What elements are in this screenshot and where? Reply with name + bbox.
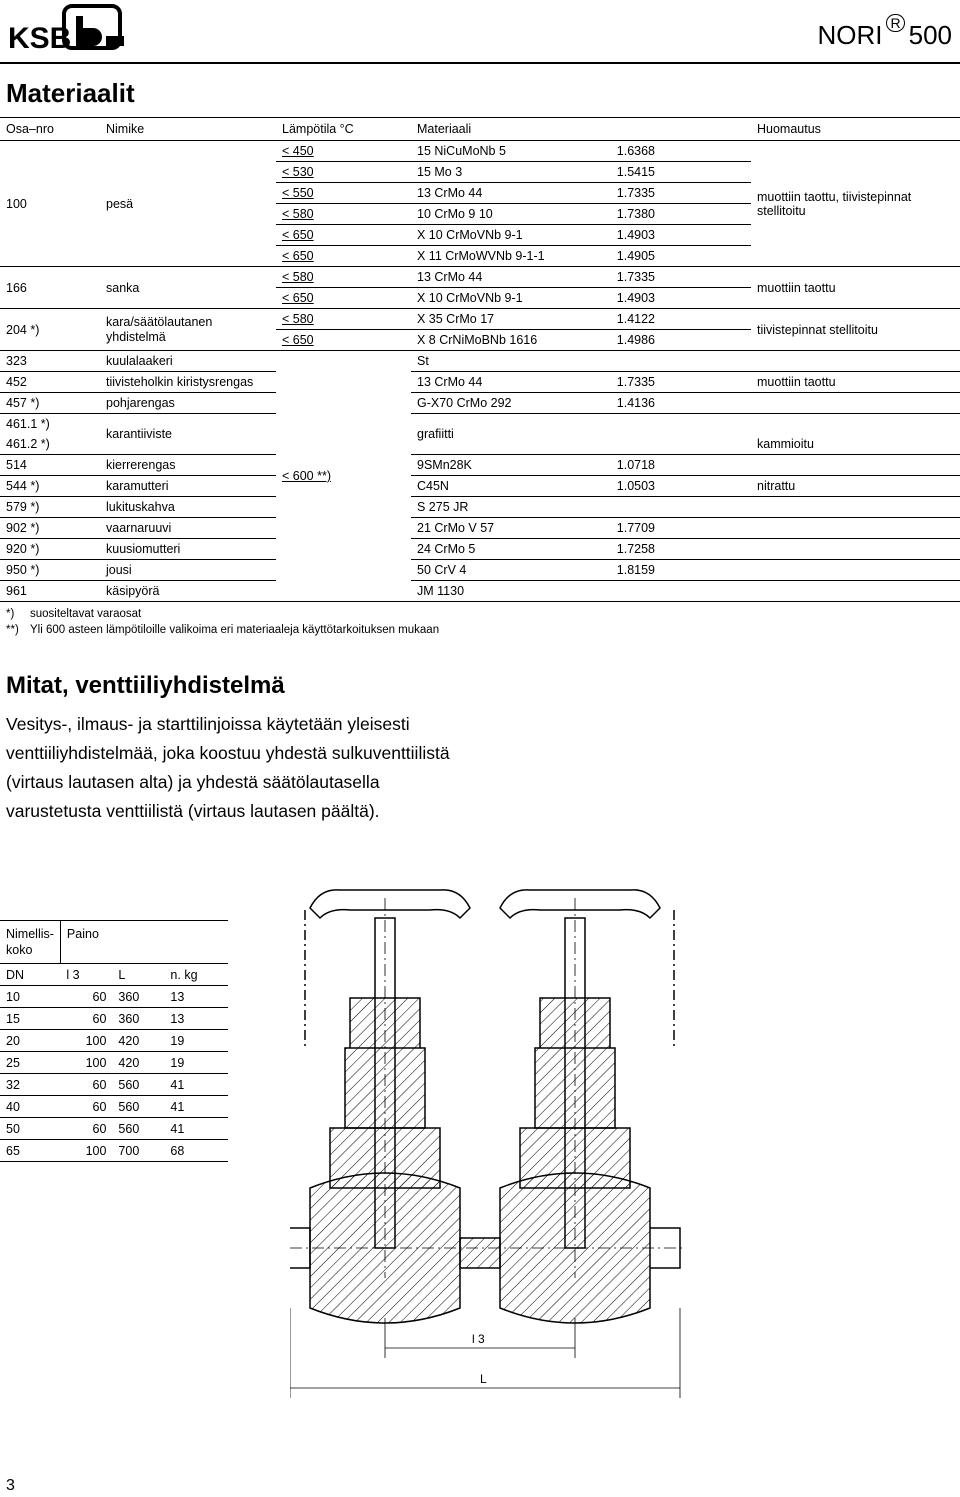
material: 10 CrMo 9 10 1.7380 bbox=[411, 204, 751, 225]
temperature: < 650 bbox=[276, 225, 411, 246]
table-cell: 60 bbox=[60, 986, 112, 1008]
table-row bbox=[0, 518, 960, 539]
table-cell: 41 bbox=[164, 1096, 228, 1118]
material: 9SMn28K 1.0718 bbox=[411, 455, 751, 476]
section-title-materials: Materiaalit bbox=[6, 78, 135, 108]
note bbox=[751, 560, 960, 581]
table-row bbox=[0, 986, 228, 1008]
materials-table bbox=[0, 117, 960, 638]
footnote-row bbox=[0, 622, 960, 638]
material: 50 CrV 4 1.8159 bbox=[411, 560, 751, 581]
material: 13 CrMo 44 1.7335 bbox=[411, 372, 751, 393]
temperature: < 580 bbox=[276, 309, 411, 330]
part-name: pesä bbox=[100, 141, 276, 267]
material: X 35 CrMo 17 1.4122 bbox=[411, 309, 751, 330]
part-name: pohjarengas bbox=[100, 393, 276, 414]
table-cell: 60 bbox=[60, 1118, 112, 1140]
part-number: 950 *) bbox=[0, 560, 100, 581]
part-number: 920 *) bbox=[0, 539, 100, 560]
note bbox=[751, 414, 960, 435]
product-name: NORI bbox=[817, 20, 883, 50]
part-number: 166 bbox=[0, 267, 100, 309]
table-cell: 19 bbox=[164, 1030, 228, 1052]
dim-label-L: L bbox=[480, 1372, 487, 1386]
material: X 11 CrMoWVNb 9-1-1 1.4905 bbox=[411, 246, 751, 267]
material: 15 Mo 3 1.5415 bbox=[411, 162, 751, 183]
table-cell: 41 bbox=[164, 1074, 228, 1096]
valve-assembly-drawing bbox=[290, 878, 960, 1438]
bonnet-right bbox=[535, 998, 615, 1128]
table-cell: 13 bbox=[164, 1008, 228, 1030]
table-row bbox=[0, 351, 960, 372]
note bbox=[751, 581, 960, 602]
table-cell: 360 bbox=[112, 986, 164, 1008]
table-row bbox=[0, 497, 960, 518]
note bbox=[751, 497, 960, 518]
table-row bbox=[0, 1118, 228, 1140]
part-name: kara/säätölautanen yhdistelmä bbox=[100, 309, 276, 351]
part-name: kuulalaakeri bbox=[100, 351, 276, 372]
bonnet-left bbox=[345, 998, 425, 1128]
pipe-connector bbox=[460, 1238, 500, 1268]
table-cell: 420 bbox=[112, 1052, 164, 1074]
note: muottiin taottu bbox=[751, 267, 960, 309]
col-header: Osa–nro bbox=[0, 118, 100, 141]
temperature: < 600 **) bbox=[276, 351, 411, 602]
part-number: 961 bbox=[0, 581, 100, 602]
col-header: n. kg bbox=[164, 964, 228, 986]
table-cell: 60 bbox=[60, 1008, 112, 1030]
table-row bbox=[0, 1008, 228, 1030]
table-row bbox=[0, 539, 960, 560]
part-number: 204 *) bbox=[0, 309, 100, 351]
product-number: 500 bbox=[908, 20, 952, 50]
material: 21 CrMo V 57 1.7709 bbox=[411, 518, 751, 539]
part-number: 457 *) bbox=[0, 393, 100, 414]
temperature: < 580 bbox=[276, 267, 411, 288]
table-cell: 560 bbox=[112, 1118, 164, 1140]
note bbox=[751, 455, 960, 476]
dimensions-table bbox=[0, 920, 228, 1162]
table-cell: 40 bbox=[0, 1096, 60, 1118]
handwheel-left bbox=[310, 890, 470, 918]
part-name: lukituskahva bbox=[100, 497, 276, 518]
table-cell: 60 bbox=[60, 1074, 112, 1096]
registered-mark: R bbox=[886, 14, 904, 32]
part-name: käsipyörä bbox=[100, 581, 276, 602]
table-row bbox=[0, 560, 960, 581]
part-name: karamutteri bbox=[100, 476, 276, 497]
table-cell: 360 bbox=[112, 1008, 164, 1030]
temperature: < 450 bbox=[276, 141, 411, 162]
part-number: 323 bbox=[0, 351, 100, 372]
part-name: vaarnaruuvi bbox=[100, 518, 276, 539]
table-cell: 50 bbox=[0, 1118, 60, 1140]
table-cell: 100 bbox=[60, 1140, 112, 1162]
description-paragraph: Vesitys-, ilmaus- ja starttilinjoissa käytetään yleisesti venttiiliyhdistelmää, joka koostuu yhdestä sulkuventtiilistä (virtaus lautasen alta) ja yhdestä säätölautasella varustetusta venttiilistä (virtaus lautasen päältä). bbox=[6, 714, 450, 821]
note: kammioitu bbox=[751, 434, 960, 455]
temperature: < 530 bbox=[276, 162, 411, 183]
material: X 8 CrNiMoBNb 1616 1.4986 bbox=[411, 330, 751, 351]
logo-text: KSB bbox=[8, 22, 72, 54]
part-number: 461.2 *) bbox=[0, 434, 100, 455]
table-row bbox=[0, 372, 960, 393]
dim-label-l3: l 3 bbox=[472, 1332, 485, 1346]
part-name: kierrerengas bbox=[100, 455, 276, 476]
table-cell: 65 bbox=[0, 1140, 60, 1162]
note bbox=[751, 393, 960, 414]
table-row bbox=[0, 581, 960, 602]
part-name: karantiiviste bbox=[100, 414, 276, 455]
material: S 275 JR bbox=[411, 497, 751, 518]
note bbox=[751, 351, 960, 372]
table-row bbox=[0, 1074, 228, 1096]
table-row bbox=[0, 267, 960, 288]
table-cell: 100 bbox=[60, 1030, 112, 1052]
material: grafiitti bbox=[411, 414, 751, 455]
table-row bbox=[0, 1140, 228, 1162]
col-header: l 3 bbox=[60, 964, 112, 986]
table-cell: 700 bbox=[112, 1140, 164, 1162]
part-number: 461.1 *) bbox=[6, 417, 50, 431]
page-number: 3 bbox=[6, 1477, 15, 1494]
table-cell: 41 bbox=[164, 1118, 228, 1140]
table-row bbox=[0, 141, 960, 162]
temperature: < 650 bbox=[276, 330, 411, 351]
temperature: < 550 bbox=[276, 183, 411, 204]
table-row bbox=[0, 1052, 228, 1074]
col-header: Lämpötila °C bbox=[276, 118, 411, 141]
section-title-dimensions: Mitat, venttiiliyhdistelmä bbox=[6, 672, 285, 699]
material: G-X70 CrMo 292 1.4136 bbox=[411, 393, 751, 414]
material: C45N 1.0503 bbox=[411, 476, 751, 497]
table-row bbox=[0, 1030, 228, 1052]
material: X 10 CrMoVNb 9-1 1.4903 bbox=[411, 288, 751, 309]
table-cell: 15 bbox=[0, 1008, 60, 1030]
material: JM 1130 bbox=[411, 581, 751, 602]
note: muottiin taottu bbox=[751, 372, 960, 393]
table-cell: 420 bbox=[112, 1030, 164, 1052]
material: 15 NiCuMoNb 5 1.6368 bbox=[411, 141, 751, 162]
header-rule bbox=[0, 62, 960, 64]
temperature: < 580 bbox=[276, 204, 411, 225]
note: nitrattu bbox=[751, 476, 960, 497]
table-header-row bbox=[0, 964, 228, 986]
material: X 10 CrMoVNb 9-1 1.4903 bbox=[411, 225, 751, 246]
temperature: < 650 bbox=[276, 288, 411, 309]
table-cell: 10 bbox=[0, 986, 60, 1008]
col-header: Materiaali bbox=[411, 118, 751, 141]
table-header-row bbox=[0, 921, 228, 964]
table-row bbox=[0, 393, 960, 414]
table-cell: 60 bbox=[60, 1096, 112, 1118]
part-number: 514 bbox=[0, 455, 100, 476]
table-cell: 100 bbox=[60, 1052, 112, 1074]
material: St bbox=[411, 351, 751, 372]
table-header-row bbox=[0, 118, 960, 141]
table-cell: 560 bbox=[112, 1096, 164, 1118]
material: 13 CrMo 44 1.7335 bbox=[411, 267, 751, 288]
col-header: DN bbox=[0, 964, 60, 986]
col-header: Nimike bbox=[100, 118, 276, 141]
table-row bbox=[0, 476, 960, 497]
table-row bbox=[0, 1096, 228, 1118]
table-cell: 19 bbox=[164, 1052, 228, 1074]
table-cell: 68 bbox=[164, 1140, 228, 1162]
part-name: kuusiomutteri bbox=[100, 539, 276, 560]
note bbox=[751, 539, 960, 560]
col-header: Paino bbox=[60, 921, 228, 964]
part-number: 902 *) bbox=[0, 518, 100, 539]
table-cell: 20 bbox=[0, 1030, 60, 1052]
footnote-row bbox=[0, 602, 960, 623]
part-name: tiivisteholkin kiristysrengas bbox=[100, 372, 276, 393]
note bbox=[751, 518, 960, 539]
table-cell: 560 bbox=[112, 1074, 164, 1096]
part-number: 100 bbox=[0, 141, 100, 267]
note: tiivistepinnat stellitoitu bbox=[751, 309, 960, 351]
note: muottiin taottu, tiivistepinnat stellitoitu bbox=[751, 141, 960, 267]
part-number: 579 *) bbox=[0, 497, 100, 518]
part-name: jousi bbox=[100, 560, 276, 581]
material: 13 CrMo 44 1.7335 bbox=[411, 183, 751, 204]
material: 24 CrMo 5 1.7258 bbox=[411, 539, 751, 560]
product-title bbox=[817, 15, 952, 51]
col-header: L bbox=[112, 964, 164, 986]
col-header: Huomautus bbox=[751, 118, 960, 141]
table-row bbox=[0, 455, 960, 476]
footnote: *) suositeltavat varaosat bbox=[6, 608, 142, 620]
col-header: Nimellis-koko bbox=[0, 921, 60, 964]
table-cell: 32 bbox=[0, 1074, 60, 1096]
part-number: 544 *) bbox=[0, 476, 100, 497]
table-cell: 25 bbox=[0, 1052, 60, 1074]
handwheel-right bbox=[500, 890, 660, 918]
footnote: **) Yli 600 asteen lämpötiloille valikoima eri materiaaleja käyttötarkoituksen mukaan bbox=[6, 624, 440, 636]
table-cell: 13 bbox=[164, 986, 228, 1008]
temperature: < 650 bbox=[276, 246, 411, 267]
table-row bbox=[0, 414, 960, 435]
table-row bbox=[0, 309, 960, 330]
part-name: sanka bbox=[100, 267, 276, 309]
part-number: 452 bbox=[0, 372, 100, 393]
ksb-logo bbox=[6, 2, 126, 54]
